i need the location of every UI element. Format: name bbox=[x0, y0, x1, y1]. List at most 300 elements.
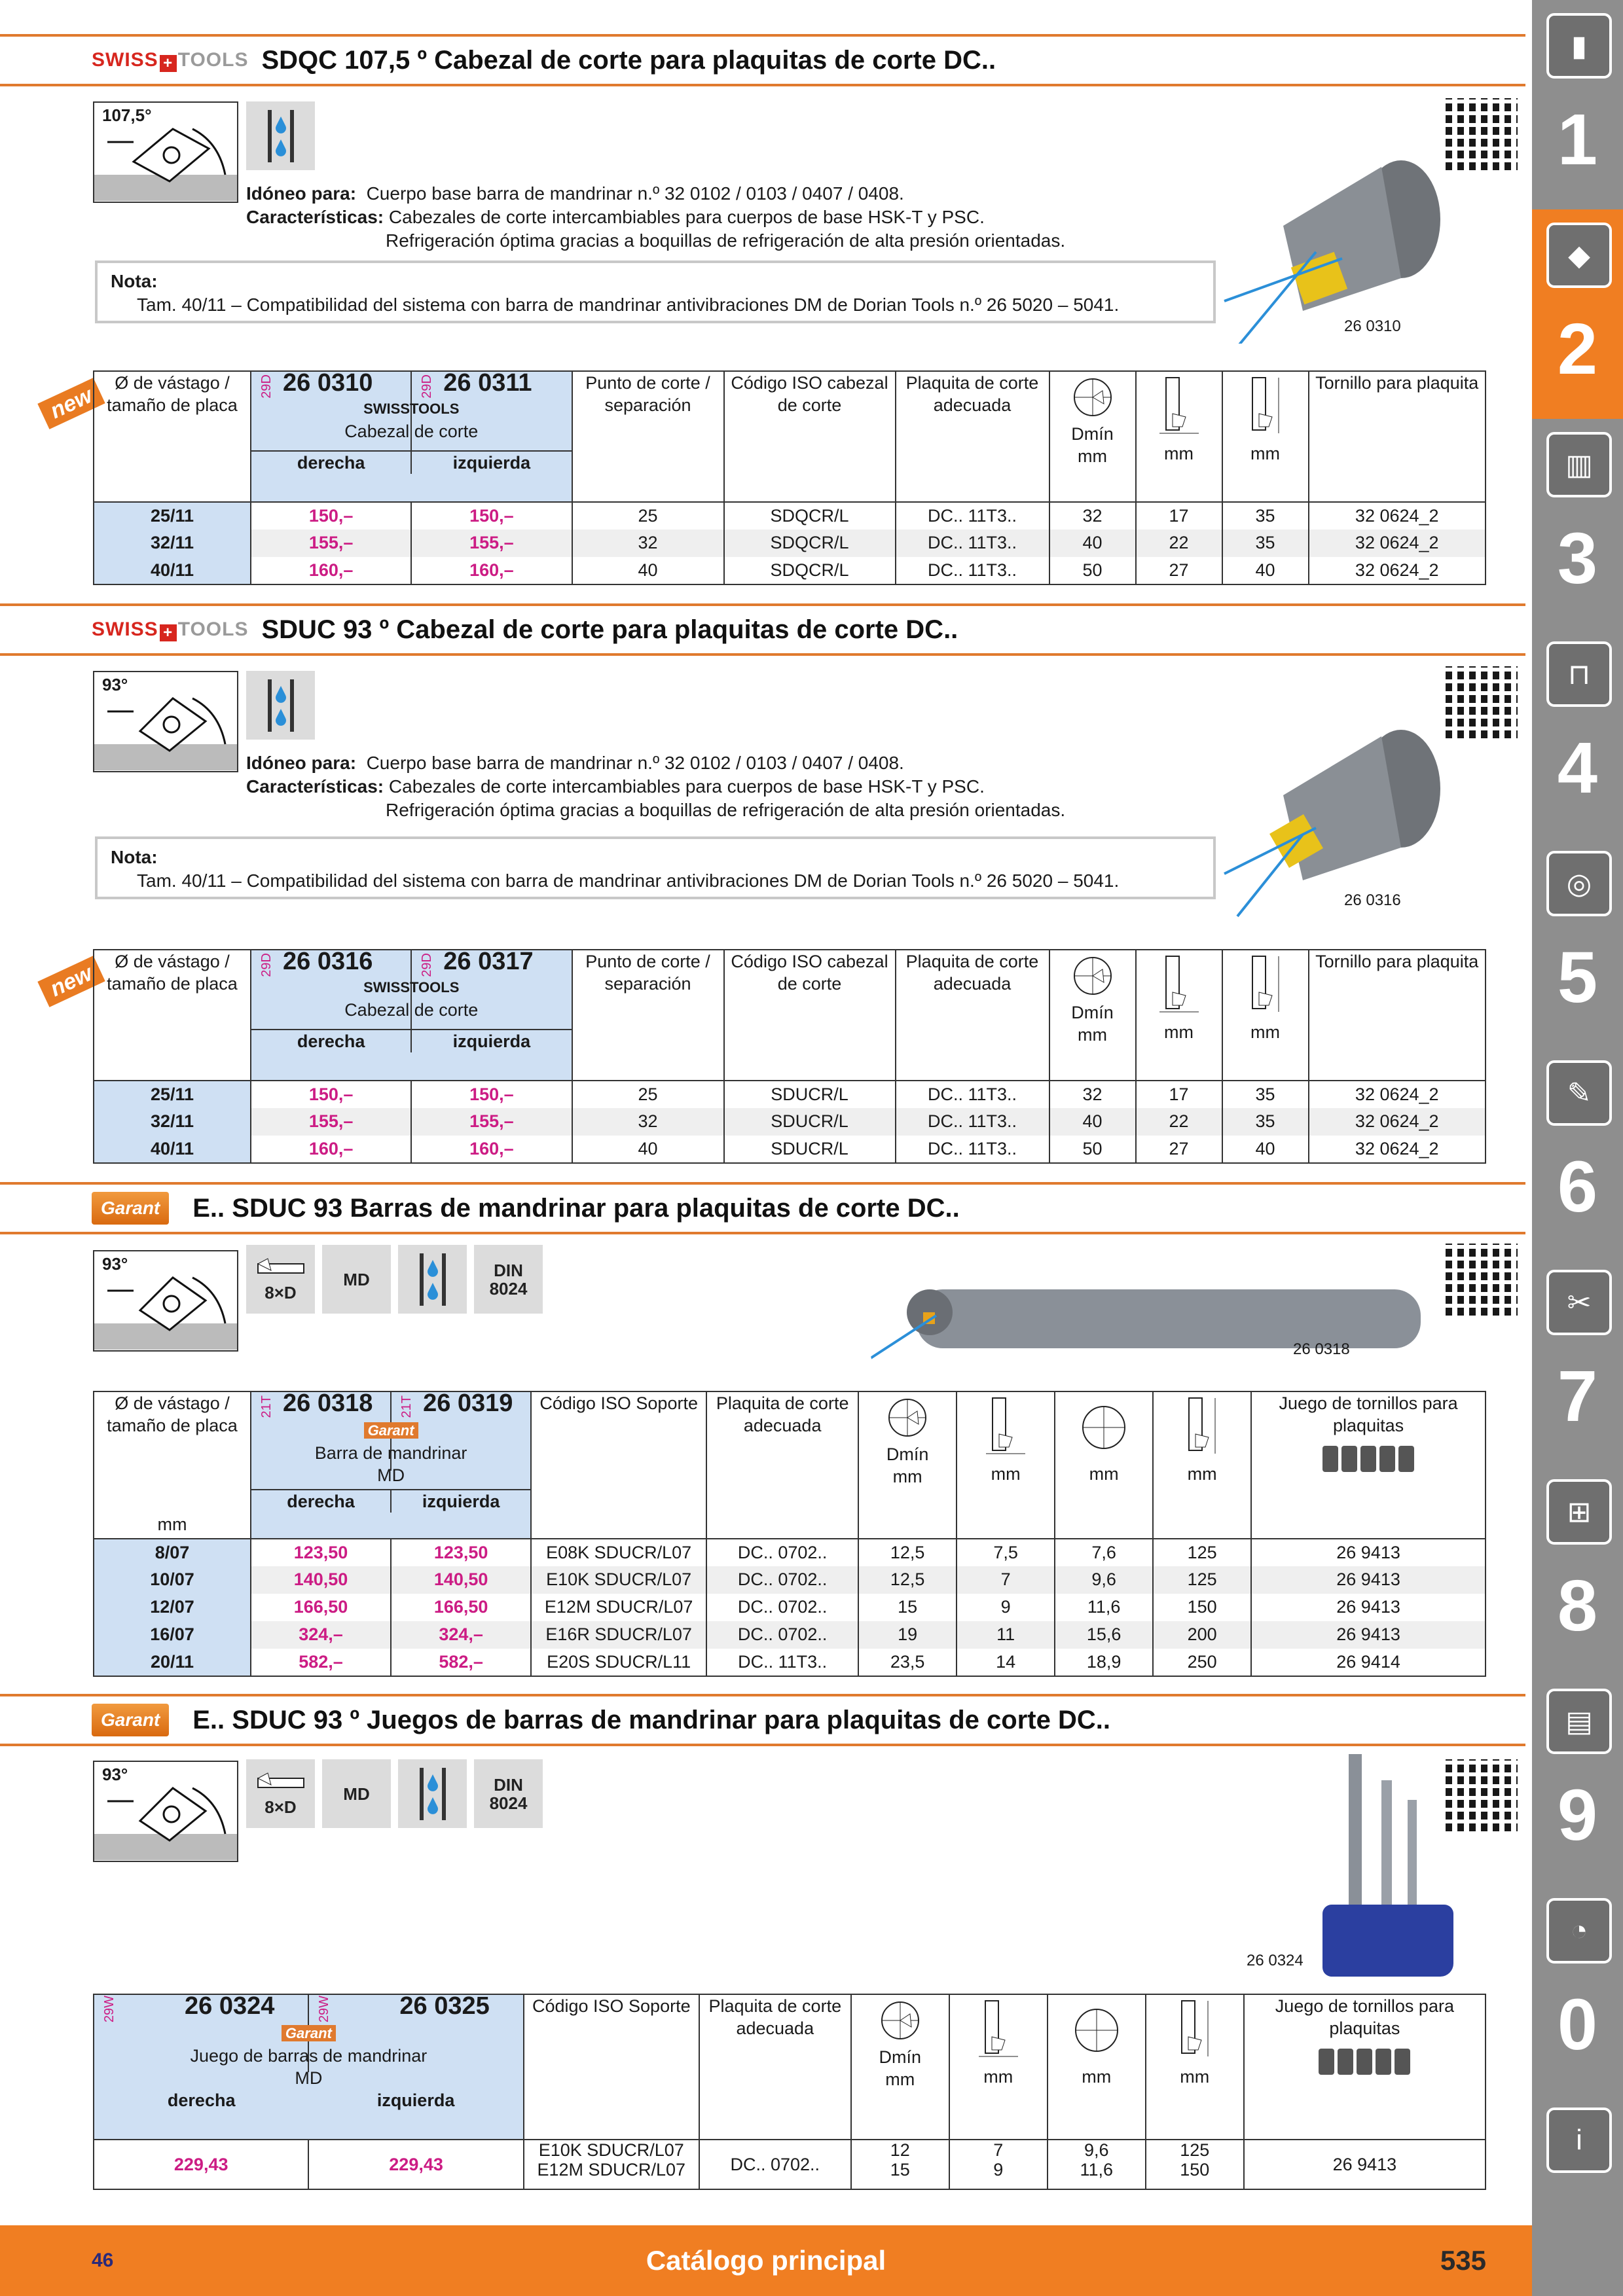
article-code-left: 26 0311 bbox=[443, 369, 532, 397]
juego-cell: 26 9413 bbox=[1244, 2140, 1486, 2189]
price-cell: 150,– bbox=[411, 502, 572, 529]
cabinet-icon: ▤ bbox=[1546, 1689, 1612, 1754]
value-cell: 125 bbox=[1153, 1539, 1251, 1566]
col-juego-header: Juego de tornillos para plaquitas bbox=[1244, 1994, 1486, 2140]
price-cell: 123,50 bbox=[391, 1539, 531, 1566]
shank-cell: 16/07 bbox=[94, 1621, 251, 1649]
value-cell: 40 bbox=[1222, 557, 1309, 584]
caracteristicas-text: Cabezales de corte intercambiables para cuerpos de base HSK-T y PSC. bbox=[388, 207, 985, 227]
value-cell: 14 bbox=[957, 1649, 1055, 1676]
col-b-header: mm bbox=[1222, 371, 1309, 502]
group-label-md: MD bbox=[295, 2068, 323, 2088]
shank-cell: 20/11 bbox=[94, 1649, 251, 1676]
shank-cell: 25/11 bbox=[94, 1081, 251, 1108]
sidebar-item-5[interactable] bbox=[1532, 838, 1623, 1047]
article-code-right: 26 0318 bbox=[283, 1390, 373, 1417]
table-row bbox=[94, 1108, 1486, 1136]
drill-icon: ▮ bbox=[1546, 13, 1612, 79]
value-cell: 200 bbox=[1153, 1621, 1251, 1649]
idoneo-label: Idóneo para: bbox=[246, 753, 357, 773]
table-row bbox=[94, 557, 1486, 584]
idoneo-text: Cuerpo base barra de mandrinar n.º 32 0102 / 0103 / 0407 / 0408. bbox=[366, 183, 904, 204]
sidebar-item-0[interactable] bbox=[1532, 1885, 1623, 2094]
col-l-header: mm bbox=[1146, 1994, 1244, 2140]
workbench-icon: ⊞ bbox=[1546, 1479, 1612, 1545]
table-row bbox=[94, 1649, 1486, 1676]
col-iso-header: Código ISO cabezal de corte bbox=[724, 950, 896, 1081]
shank-cell: 32/11 bbox=[94, 1108, 251, 1136]
brand-small: Garant bbox=[364, 1422, 418, 1439]
qr-code[interactable] bbox=[1446, 666, 1518, 738]
insert-angle-icon bbox=[94, 1762, 237, 1860]
price-cell: 140,50 bbox=[391, 1566, 531, 1594]
value-cell: 40 bbox=[1049, 529, 1136, 557]
dmin-cell: 12 15 bbox=[851, 2140, 949, 2189]
tool-length-icon bbox=[979, 1998, 1018, 2063]
section-header-boring-bars bbox=[0, 1182, 1525, 1234]
nota-label: Nota: bbox=[111, 271, 158, 291]
col-a-header: mm bbox=[1136, 371, 1222, 502]
table-row bbox=[94, 1594, 1486, 1621]
garant-logo: Garant bbox=[92, 1192, 169, 1225]
price-cell: 324,– bbox=[391, 1621, 531, 1649]
left-label: izquierda bbox=[422, 1492, 500, 1511]
value-cell: 32 bbox=[572, 529, 724, 557]
value-cell: DC.. 11T3.. bbox=[896, 1108, 1049, 1136]
col-tornillo-header: Tornillo para plaquita bbox=[1309, 950, 1486, 1081]
group-label: Barra de mandrinar bbox=[314, 1443, 467, 1463]
value-cell: 15 bbox=[858, 1594, 957, 1621]
angle-diagram bbox=[93, 1761, 238, 1862]
table-row bbox=[94, 529, 1486, 557]
din-8024-icon: DIN 8024 bbox=[474, 1759, 543, 1828]
value-cell: DC.. 11T3.. bbox=[896, 1081, 1049, 1108]
value-cell: 26 9413 bbox=[1251, 1539, 1486, 1566]
nota-box bbox=[95, 836, 1216, 899]
value-cell: 50 bbox=[1049, 1136, 1136, 1163]
value-cell: 27 bbox=[1136, 557, 1222, 584]
plaquita-cell: DC.. 0702.. bbox=[699, 2140, 851, 2189]
price-cell: 140,50 bbox=[251, 1566, 391, 1594]
value-cell: 125 bbox=[1153, 1566, 1251, 1594]
price-cell: 582,– bbox=[251, 1649, 391, 1676]
right-label: derecha bbox=[167, 2090, 236, 2110]
value-cell: 32 0624_2 bbox=[1309, 1136, 1486, 1163]
chuck-icon: ▥ bbox=[1546, 432, 1612, 497]
md-icon: MD bbox=[322, 1759, 391, 1828]
col-shank-header: Ø de vástago / tamaño de placa mm bbox=[94, 1391, 251, 1539]
price-cell: 123,50 bbox=[251, 1539, 391, 1566]
sidebar-number: 9 bbox=[1557, 1775, 1598, 1856]
photo-caption: 26 0316 bbox=[1344, 891, 1401, 909]
col-iso-header: Código ISO Soporte bbox=[524, 1994, 699, 2140]
price-cell: 150,– bbox=[411, 1081, 572, 1108]
product-table-sduc-head bbox=[93, 949, 1486, 1164]
value-cell: DC.. 11T3.. bbox=[896, 529, 1049, 557]
article-code-right: 26 0316 bbox=[283, 948, 373, 975]
sidebar-number: 4 bbox=[1557, 728, 1598, 808]
col-iso-header: Código ISO cabezal de corte bbox=[724, 371, 896, 502]
angle-label: 93° bbox=[102, 1765, 128, 1784]
value-cell: 35 bbox=[1222, 502, 1309, 529]
price-cell: 155,– bbox=[411, 529, 572, 557]
insert-angle-icon bbox=[94, 672, 237, 770]
value-cell: E10K SDUCR/L07 bbox=[531, 1566, 706, 1594]
product-table-sdqc bbox=[93, 370, 1486, 585]
shank-diameter-icon bbox=[1070, 1998, 1123, 2063]
col-a-header: mm bbox=[949, 1994, 1048, 2140]
sidebar-item-7[interactable] bbox=[1532, 1257, 1623, 1466]
col-dmin-header: Dmín mm bbox=[858, 1391, 957, 1539]
value-cell: 150 bbox=[1153, 1594, 1251, 1621]
tool-offset-icon bbox=[1246, 374, 1285, 440]
right-label: derecha bbox=[251, 1030, 412, 1052]
col-plaquita-header: Plaquita de corte adecuada bbox=[896, 371, 1049, 502]
sidebar-number: 6 bbox=[1557, 1147, 1598, 1227]
table-row bbox=[94, 1621, 1486, 1649]
col-plaquita-header: Plaquita de corte adecuada bbox=[706, 1391, 858, 1539]
coolant-icon bbox=[246, 671, 315, 740]
value-cell: 40 bbox=[572, 557, 724, 584]
qr-code[interactable] bbox=[1446, 98, 1518, 170]
col-iso-header: Código ISO Soporte bbox=[531, 1391, 706, 1539]
value-cell: DC.. 11T3.. bbox=[896, 1136, 1049, 1163]
sidebar-number: 0 bbox=[1557, 1984, 1598, 2065]
section-header-sdqc bbox=[0, 34, 1525, 86]
value-cell: 12,5 bbox=[858, 1539, 957, 1566]
value-cell: 32 0624_2 bbox=[1309, 557, 1486, 584]
description-block bbox=[246, 751, 1228, 822]
angle-label: 93° bbox=[102, 1254, 128, 1274]
coolant-icon bbox=[246, 101, 315, 170]
value-cell: 9 bbox=[957, 1594, 1055, 1621]
price-right: 229,43 bbox=[94, 2140, 308, 2189]
group-label-md: MD bbox=[377, 1465, 405, 1485]
left-label: izquierda bbox=[376, 2090, 455, 2110]
col-a-header: mm bbox=[1136, 950, 1222, 1081]
photo-caption: 26 0310 bbox=[1344, 317, 1401, 335]
caracteristicas-text: Cabezales de corte intercambiables para cuerpos de base HSK-T y PSC. bbox=[388, 776, 985, 797]
product-photo bbox=[1211, 147, 1447, 344]
table-row bbox=[94, 1081, 1486, 1108]
left-label: izquierda bbox=[452, 453, 531, 473]
col-diam-header: mm bbox=[1055, 1391, 1153, 1539]
screw-set-icon bbox=[1315, 2042, 1413, 2081]
value-cell: 18,9 bbox=[1055, 1649, 1153, 1676]
brand-small: SWISSTOOLS bbox=[363, 979, 460, 996]
value-cell: SDQCR/L bbox=[724, 557, 896, 584]
price-cell: 155,– bbox=[251, 529, 411, 557]
col-a-header: mm bbox=[957, 1391, 1055, 1539]
value-cell: E20S SDUCR/L11 bbox=[531, 1649, 706, 1676]
col-article-header: 29D 26 0310 29D 26 0311 SWISSTOOLS Cabezal de corte derecha izquierda bbox=[251, 371, 572, 502]
din-8024-icon: DIN 8024 bbox=[474, 1245, 543, 1314]
dmin-icon bbox=[1070, 953, 1116, 999]
value-cell: 22 bbox=[1136, 529, 1222, 557]
coolant-icon bbox=[398, 1759, 467, 1828]
saw-blade-icon: ◎ bbox=[1546, 851, 1612, 916]
section-header-sduc-head bbox=[0, 603, 1525, 656]
table-row bbox=[94, 1566, 1486, 1594]
diam-cell: 9,6 11,6 bbox=[1048, 2140, 1146, 2189]
price-cell: 150,– bbox=[251, 502, 411, 529]
value-cell: 17 bbox=[1136, 1081, 1222, 1108]
group-label: Cabezal de corte bbox=[344, 422, 479, 441]
tool-offset-icon bbox=[1246, 953, 1285, 1018]
value-cell: 40 bbox=[1222, 1136, 1309, 1163]
value-cell: 26 9413 bbox=[1251, 1621, 1486, 1649]
tool-offset-icon bbox=[1175, 1998, 1214, 2063]
value-cell: 27 bbox=[1136, 1136, 1222, 1163]
screw-set-icon bbox=[1319, 1439, 1417, 1479]
new-badge: new bbox=[37, 956, 105, 1007]
angle-diagram bbox=[93, 1250, 238, 1352]
shank-cell: 40/11 bbox=[94, 557, 251, 584]
sidebar-item-3[interactable] bbox=[1532, 419, 1623, 628]
caracteristicas-text-2: Refrigeración óptima gracias a boquillas de refrigeración de alta presión orientadas. bbox=[386, 800, 1066, 820]
value-cell: SDUCR/L bbox=[724, 1108, 896, 1136]
price-cell: 160,– bbox=[251, 557, 411, 584]
brand-small: Garant bbox=[282, 2025, 336, 2041]
info-icon: i bbox=[1546, 2108, 1612, 2173]
value-cell: 7 bbox=[957, 1566, 1055, 1594]
catalog-title: Catálogo principal bbox=[646, 2245, 886, 2276]
caliper-icon: ⊓ bbox=[1546, 641, 1612, 707]
value-cell: 32 0624_2 bbox=[1309, 502, 1486, 529]
value-cell: 35 bbox=[1222, 1081, 1309, 1108]
value-cell: 32 bbox=[1049, 502, 1136, 529]
col-l-header: mm bbox=[1153, 1391, 1251, 1539]
group-label: Juego de barras de mandrinar bbox=[190, 2046, 428, 2066]
product-photo bbox=[1211, 723, 1447, 920]
value-cell: 15,6 bbox=[1055, 1621, 1153, 1649]
insert-angle-icon bbox=[94, 103, 237, 201]
value-cell: 25 bbox=[572, 502, 724, 529]
value-cell: DC.. 11T3.. bbox=[896, 502, 1049, 529]
coolant-icon bbox=[398, 1245, 467, 1314]
swisstools-logo: SWISS + TOOLS bbox=[92, 48, 249, 72]
shank-cell: 8/07 bbox=[94, 1539, 251, 1566]
value-cell: 26 9413 bbox=[1251, 1566, 1486, 1594]
col-dmin-header: Dmín mm bbox=[1049, 950, 1136, 1081]
tool-length-icon bbox=[986, 1395, 1025, 1460]
iso-cell: E10K SDUCR/L07 E12M SDUCR/L07 bbox=[524, 2140, 699, 2189]
col-shank-header: Ø de vástago / tamaño de placa bbox=[94, 950, 251, 1081]
shank-diameter-icon bbox=[1078, 1395, 1130, 1460]
value-cell: 50 bbox=[1049, 557, 1136, 584]
col-plaquita-header: Plaquita de corte adecuada bbox=[699, 1994, 851, 2140]
nota-box bbox=[95, 260, 1216, 323]
value-cell: 11 bbox=[957, 1621, 1055, 1649]
page-number-right: 535 bbox=[1440, 2245, 1486, 2276]
value-cell: 35 bbox=[1222, 529, 1309, 557]
col-article-header: 21T 26 0318 21T 26 0319 Garant Barra de mandrinar MD derecha izquierda bbox=[251, 1391, 531, 1539]
page-footer bbox=[0, 2225, 1532, 2296]
article-code-left: 26 0317 bbox=[443, 948, 534, 975]
value-cell: 7,5 bbox=[957, 1539, 1055, 1566]
insert-angle-icon bbox=[94, 1251, 237, 1350]
l-cell: 125 150 bbox=[1146, 2140, 1244, 2189]
length-8xd-icon: 8×D bbox=[246, 1245, 315, 1314]
dmin-icon bbox=[877, 1998, 923, 2043]
sidebar-item-8[interactable] bbox=[1532, 1466, 1623, 1676]
dmin-icon bbox=[1070, 374, 1116, 420]
tool-offset-icon bbox=[1182, 1395, 1222, 1460]
sidebar-number: 2 bbox=[1557, 309, 1598, 389]
caracteristicas-text-2: Refrigeración óptima gracias a boquillas de refrigeración de alta presión orientadas. bbox=[386, 230, 1066, 251]
price-cell: 155,– bbox=[411, 1108, 572, 1136]
value-cell: SDQCR/L bbox=[724, 502, 896, 529]
tool-length-icon bbox=[1159, 953, 1199, 1018]
col-punto-header: Punto de corte / separación bbox=[572, 371, 724, 502]
product-photo bbox=[1309, 1741, 1453, 1977]
value-cell: 26 9414 bbox=[1251, 1649, 1486, 1676]
col-dmin-header: Dmín mm bbox=[851, 1994, 949, 2140]
product-table-boring-bar-sets bbox=[93, 1994, 1486, 2190]
angle-label: 107,5° bbox=[102, 105, 152, 125]
value-cell: 17 bbox=[1136, 502, 1222, 529]
sidebar-item-6[interactable] bbox=[1532, 1047, 1623, 1257]
value-cell: 32 bbox=[1049, 1081, 1136, 1108]
sidebar-number: 3 bbox=[1557, 518, 1598, 599]
sidebar-item-2[interactable] bbox=[1532, 209, 1623, 419]
col-dmin-header: Dmín mm bbox=[1049, 371, 1136, 502]
price-cell: 324,– bbox=[251, 1621, 391, 1649]
value-cell: DC.. 0702.. bbox=[706, 1539, 858, 1566]
col-b-header: mm bbox=[1222, 950, 1309, 1081]
sidebar-number: 8 bbox=[1557, 1566, 1598, 1646]
pliers-icon: ✂ bbox=[1546, 1270, 1612, 1335]
product-table-boring-bars bbox=[93, 1391, 1486, 1677]
table-row bbox=[94, 1136, 1486, 1163]
table-body bbox=[94, 1081, 1486, 1163]
caracteristicas-label: Características: bbox=[246, 207, 384, 227]
section-title: E.. SDUC 93 º Juegos de barras de mandrinar para plaquitas de corte DC.. bbox=[192, 1705, 1110, 1734]
value-cell: 7,6 bbox=[1055, 1539, 1153, 1566]
sidebar-number: 5 bbox=[1557, 937, 1598, 1018]
price-left: 229,43 bbox=[308, 2140, 523, 2189]
price-cell: 160,– bbox=[411, 1136, 572, 1163]
section-title: E.. SDUC 93 Barras de mandrinar para plaquitas de corte DC.. bbox=[192, 1193, 960, 1223]
sidebar-item-1[interactable] bbox=[1532, 0, 1623, 209]
value-cell: 32 bbox=[572, 1108, 724, 1136]
table-row bbox=[94, 2140, 1486, 2189]
price-cell: 166,50 bbox=[391, 1594, 531, 1621]
article-code-left: 26 0319 bbox=[423, 1390, 513, 1417]
col-shank-header: Ø de vástago / tamaño de placa bbox=[94, 371, 251, 502]
value-cell: SDUCR/L bbox=[724, 1081, 896, 1108]
value-cell: DC.. 0702.. bbox=[706, 1621, 858, 1649]
sidebar-number: 1 bbox=[1557, 99, 1598, 180]
photo-caption: 26 0318 bbox=[1293, 1340, 1350, 1358]
safety-icon: ◔ bbox=[1546, 1898, 1612, 1964]
dmin-icon bbox=[884, 1395, 930, 1441]
value-cell: 19 bbox=[858, 1621, 957, 1649]
value-cell: 12,5 bbox=[858, 1566, 957, 1594]
value-cell: SDQCR/L bbox=[724, 529, 896, 557]
value-cell: 35 bbox=[1222, 1108, 1309, 1136]
shank-cell: 25/11 bbox=[94, 502, 251, 529]
qr-code[interactable] bbox=[1446, 1244, 1518, 1316]
swisstools-logo: SWISS + TOOLS bbox=[92, 618, 249, 641]
right-label: derecha bbox=[251, 1490, 392, 1513]
sidebar-item-4[interactable] bbox=[1532, 628, 1623, 838]
price-cell: 150,– bbox=[251, 1081, 411, 1108]
value-cell: DC.. 11T3.. bbox=[896, 557, 1049, 584]
sidebar-item-9[interactable] bbox=[1532, 1676, 1623, 1885]
value-cell: SDUCR/L bbox=[724, 1136, 896, 1163]
col-tornillo-header: Tornillo para plaquita bbox=[1309, 371, 1486, 502]
sidebar-item-i[interactable] bbox=[1532, 2094, 1623, 2296]
shank-cell: 10/07 bbox=[94, 1566, 251, 1594]
value-cell: E12M SDUCR/L07 bbox=[531, 1594, 706, 1621]
description-block bbox=[246, 182, 1228, 253]
value-cell: 32 0624_2 bbox=[1309, 529, 1486, 557]
nota-label: Nota: bbox=[111, 847, 158, 867]
article-code-right: 26 0324 bbox=[185, 1992, 275, 2020]
md-icon: MD bbox=[322, 1245, 391, 1314]
insert-icon: ◆ bbox=[1546, 223, 1612, 288]
value-cell: 9,6 bbox=[1055, 1566, 1153, 1594]
page-number-left: 46 bbox=[92, 2250, 114, 2271]
a-cell: 7 9 bbox=[949, 2140, 1048, 2189]
photo-caption: 26 0324 bbox=[1247, 1952, 1304, 1969]
angle-label: 93° bbox=[102, 675, 128, 694]
value-cell: DC.. 0702.. bbox=[706, 1566, 858, 1594]
value-cell: 23,5 bbox=[858, 1649, 957, 1676]
left-label: izquierda bbox=[452, 1031, 531, 1051]
angle-diagram bbox=[93, 671, 238, 772]
sidebar-number: 7 bbox=[1557, 1356, 1598, 1437]
shank-cell: 40/11 bbox=[94, 1136, 251, 1163]
group-label: Cabezal de corte bbox=[344, 1000, 479, 1020]
value-cell: 11,6 bbox=[1055, 1594, 1153, 1621]
wrench-icon: ✎ bbox=[1546, 1060, 1612, 1126]
shank-cell: 32/11 bbox=[94, 529, 251, 557]
col-diam-header: mm bbox=[1048, 1994, 1146, 2140]
new-badge: new bbox=[37, 378, 105, 429]
col-article-header: 29D 26 0316 29D 26 0317 SWISSTOOLS Cabezal de corte derecha izquierda bbox=[251, 950, 572, 1081]
value-cell: E08K SDUCR/L07 bbox=[531, 1539, 706, 1566]
caracteristicas-label: Características: bbox=[246, 776, 384, 797]
length-8xd-icon: 8×D bbox=[246, 1759, 315, 1828]
brand-small: SWISSTOOLS bbox=[363, 401, 460, 417]
article-code-left: 26 0325 bbox=[399, 1992, 490, 2020]
idoneo-text: Cuerpo base barra de mandrinar n.º 32 0102 / 0103 / 0407 / 0408. bbox=[366, 753, 904, 773]
value-cell: 26 9413 bbox=[1251, 1594, 1486, 1621]
value-cell: 40 bbox=[572, 1136, 724, 1163]
section-title: SDQC 107,5 º Cabezal de corte para plaquitas de corte DC.. bbox=[261, 45, 996, 75]
col-article-header: 29W 26 0324 29W 26 0325 Garant Juego de barras de mandrinar MD derecha izquierda bbox=[94, 1994, 524, 2140]
value-cell: DC.. 0702.. bbox=[706, 1594, 858, 1621]
table-body bbox=[94, 502, 1486, 584]
section-header-boring-bar-sets bbox=[0, 1694, 1525, 1746]
right-label: derecha bbox=[251, 452, 412, 474]
value-cell: DC.. 11T3.. bbox=[706, 1649, 858, 1676]
table-row bbox=[94, 502, 1486, 529]
nota-text: Tam. 40/11 – Compatibilidad del sistema con barra de mandrinar antivibraciones DM de Dorian Tools n.º 26 5020 – 5041. bbox=[137, 295, 1120, 315]
section-title: SDUC 93 º Cabezal de corte para plaquitas de corte DC.. bbox=[261, 615, 958, 644]
qr-code[interactable] bbox=[1446, 1759, 1518, 1831]
value-cell: 40 bbox=[1049, 1108, 1136, 1136]
table-body bbox=[94, 1539, 1486, 1676]
value-cell: 32 0624_2 bbox=[1309, 1108, 1486, 1136]
article-code-right: 26 0310 bbox=[283, 369, 373, 397]
col-juego-header: Juego de tornillos para plaquitas bbox=[1251, 1391, 1486, 1539]
value-cell: 22 bbox=[1136, 1108, 1222, 1136]
price-cell: 160,– bbox=[411, 557, 572, 584]
value-cell: 25 bbox=[572, 1081, 724, 1108]
